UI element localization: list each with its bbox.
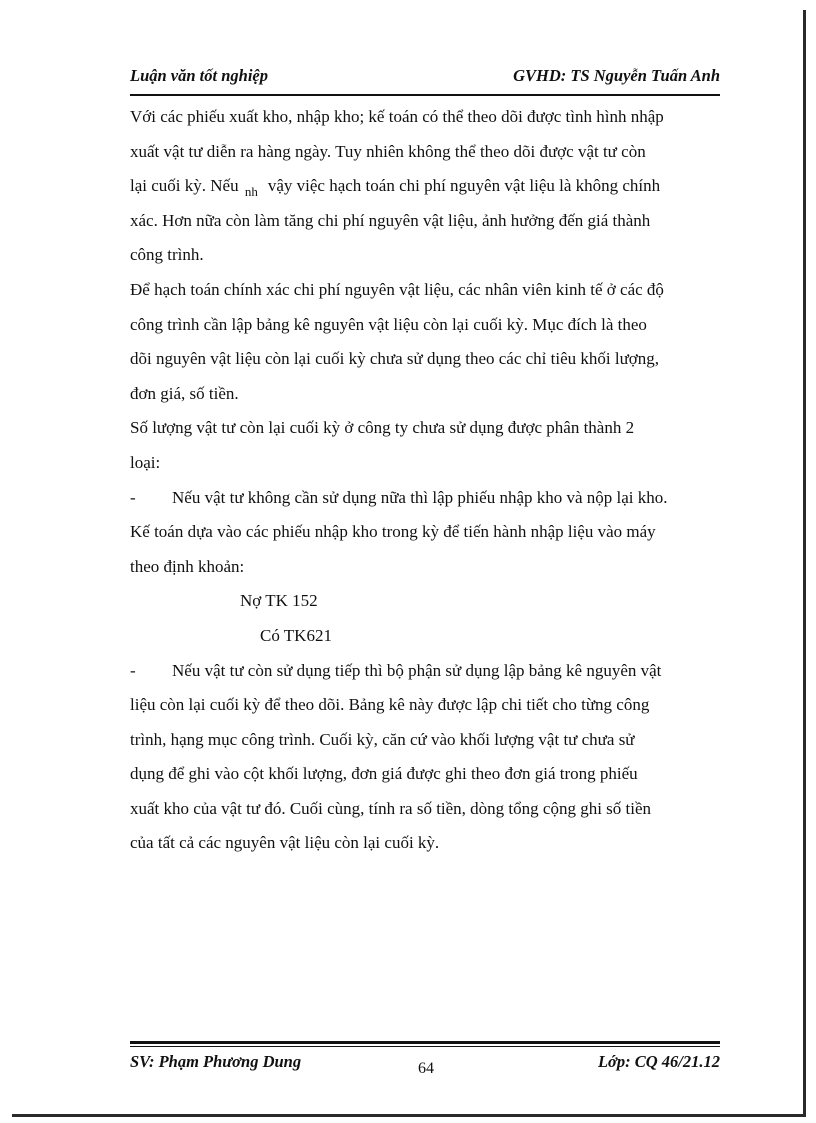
- text-line: liệu còn lại cuối kỳ để theo dõi. Bảng kê này được lập chi tiết cho từng công: [130, 695, 650, 715]
- subscript-fragment: nh: [244, 184, 258, 200]
- text-line: xác. Hơn nữa còn làm tăng chi phí nguyên vật liệu, ảnh hưởng đến giá thành: [130, 210, 651, 230]
- text-line: [130, 169, 730, 204]
- bullet-line: [130, 481, 730, 516]
- page-header: [130, 66, 720, 92]
- body-text: [130, 100, 730, 861]
- header-thesis-title: Luận văn tốt nghiệp: [130, 66, 268, 85]
- text-line: Để hạch toán chính xác chi phí nguyên vật liệu, các nhân viên kinh tế ở các độ: [130, 279, 664, 299]
- page-number: 64: [418, 1060, 434, 1077]
- footer-class: Lớp: CQ 46/21.12: [597, 1052, 720, 1071]
- dash-bullet: -: [130, 487, 136, 507]
- footer-rule-thin: [130, 1046, 720, 1047]
- text-line: của tất cả các nguyên vật liệu còn lại cuối kỳ.: [130, 833, 440, 853]
- dash-bullet: -: [130, 660, 136, 680]
- footer-rule-thick: [130, 1041, 720, 1044]
- text-line: đơn giá, số tiền.: [130, 383, 239, 403]
- page-shadow-right: [803, 10, 806, 1115]
- text-line: theo định khoản:: [130, 556, 245, 576]
- bullet-line: [130, 654, 730, 689]
- text-line: loại:: [130, 452, 161, 472]
- text-fragment: vậy việc hạch toán chi phí nguyên vật liệu là không chính: [267, 176, 661, 196]
- page-shadow-bottom: [12, 1114, 806, 1117]
- text-fragment: lại cuối kỳ. Nếu: [130, 176, 239, 196]
- text-line: công trình cần lập bảng kê nguyên vật liệu còn lại cuối kỳ. Mục đích là theo: [130, 314, 647, 334]
- text-line: Số lượng vật tư còn lại cuối kỳ ở công ty chưa sử dụng được phân thành 2: [130, 418, 635, 438]
- text-line: công trình.: [130, 245, 204, 265]
- debit-entry: Nợ TK 152: [240, 591, 318, 611]
- credit-entry: Có TK621: [260, 625, 332, 645]
- header-advisor: GVHD: TS Nguyễn Tuấn Anh: [513, 66, 720, 85]
- header-rule: [130, 94, 720, 96]
- text-line: xuất vật tư diễn ra hàng ngày. Tuy nhiên không thể theo dõi được vật tư còn: [130, 141, 646, 161]
- text-line: dụng để ghi vào cột khối lượng, đơn giá được ghi theo đơn giá trong phiếu: [130, 764, 638, 784]
- text-line: Với các phiếu xuất kho, nhập kho; kế toán có thể theo dõi được tình hình nhập: [130, 107, 664, 126]
- text-line: trình, hạng mục công trình. Cuối kỳ, căn cứ vào khối lượng vật tư chưa sử: [130, 729, 635, 749]
- footer-student: SV: Phạm Phương Dung: [130, 1052, 302, 1071]
- text-fragment: Nếu vật tư còn sử dụng tiếp thì bộ phận sử dụng lập bảng kê nguyên vật: [172, 660, 662, 680]
- text-line: xuất kho của vật tư đó. Cuối cùng, tính ra số tiền, dòng tổng cộng ghi số tiền: [130, 798, 652, 818]
- text-line: dõi nguyên vật liệu còn lại cuối kỳ chưa sử dụng theo các chỉ tiêu khối lượng,: [130, 349, 660, 369]
- text-line: Kế toán dựa vào các phiếu nhập kho trong kỳ để tiến hành nhập liệu vào máy: [130, 522, 656, 542]
- text-fragment: Nếu vật tư không cần sử dụng nữa thì lập phiếu nhập kho và nộp lại kho.: [172, 487, 668, 507]
